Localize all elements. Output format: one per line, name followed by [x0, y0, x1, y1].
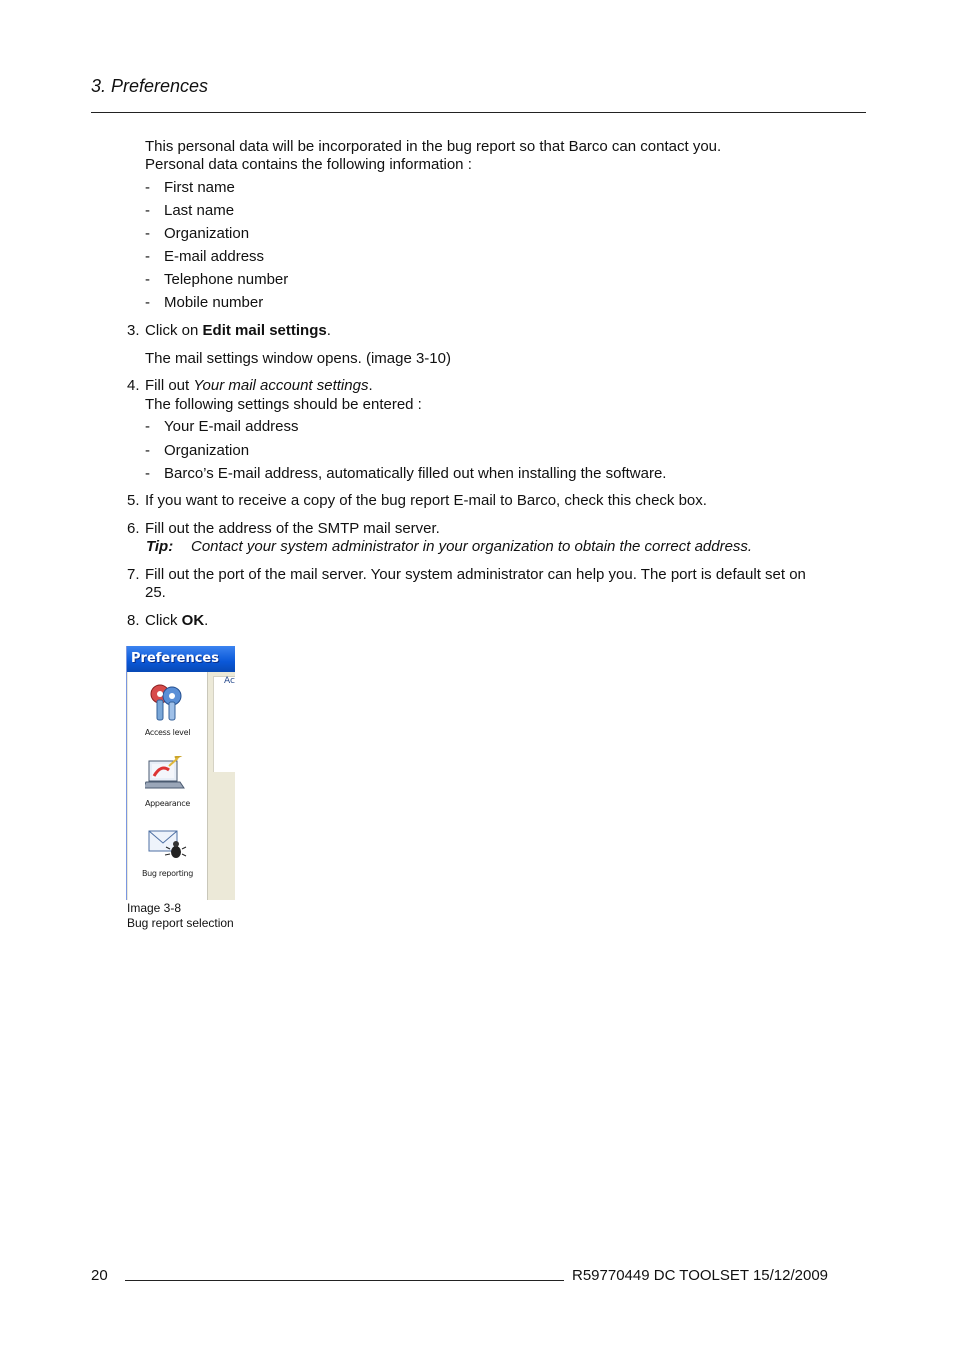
list-item-text: Organization [164, 442, 250, 459]
step-text: . [368, 377, 373, 394]
list-item-text: First name [164, 179, 235, 196]
step-text: . [204, 612, 209, 629]
step-number: 4. [127, 377, 140, 394]
page-number: 20 [91, 1267, 108, 1284]
appearance-laptop-icon[interactable] [145, 756, 187, 792]
step-3-note: The mail settings window opens. (image 3-10) [145, 350, 451, 367]
bullet-dash: - [145, 442, 150, 459]
list-item-text: Barco’s E-mail address, automatically filled out when installing the software. [164, 465, 667, 482]
step-number: 5. [127, 492, 140, 509]
edit-mail-settings-label: Edit mail settings [202, 322, 327, 339]
intro-line-2: Personal data contains the following information : [145, 156, 472, 173]
step-4-note: The following settings should be entered : [145, 396, 422, 413]
pane-divider[interactable] [207, 672, 211, 900]
list-item-text: Mobile number [164, 294, 264, 311]
list-item [145, 248, 265, 266]
bullet-dash: - [145, 179, 150, 196]
image-caption-title: Bug report selection [127, 916, 234, 930]
preferences-content-pane [213, 676, 235, 772]
bullet-dash: - [145, 294, 150, 311]
icon-label: Appearance [144, 799, 191, 808]
list-item-text: Last name [164, 202, 235, 219]
section-title: 3. Preferences [91, 76, 209, 96]
list-item [145, 294, 264, 312]
preferences-sidebar [128, 672, 207, 900]
step-text: Fill out [145, 377, 194, 394]
icon-label: Bug reporting [141, 869, 194, 878]
bug-reporting-envelope-icon[interactable] [147, 827, 187, 865]
list-item [145, 225, 250, 243]
step-text: Click [145, 612, 182, 629]
tip-label [146, 538, 173, 556]
list-item [145, 271, 289, 289]
step-7-text-cont: 25. [145, 584, 166, 601]
window-title: Preferences [131, 651, 219, 666]
step-6-text: Fill out the address of the SMTP mail server. [145, 520, 440, 537]
bullet-dash: - [145, 465, 150, 482]
bullet-dash: - [145, 248, 150, 265]
list-item-text: Telephone number [164, 271, 289, 288]
step-8-text [145, 612, 208, 630]
tip-text: Contact your system administrator in your organization to obtain the correct address. [191, 538, 753, 555]
step-number: 7. [127, 566, 140, 583]
step-text: Click on [145, 322, 203, 339]
bullet-dash: - [145, 418, 150, 435]
access-level-keys-icon[interactable] [148, 683, 184, 723]
step-5-text: If you want to receive a copy of the bug report E-mail to Barco, check this check box. [145, 492, 707, 509]
bullet-dash: - [145, 202, 150, 219]
step-number: 3. [127, 322, 140, 339]
list-item [145, 442, 250, 460]
list-item [145, 418, 299, 436]
step-text: . [326, 322, 331, 339]
window-titlebar [127, 646, 235, 672]
preferences-screenshot [126, 646, 235, 900]
image-caption-number: Image 3-8 [127, 901, 182, 915]
step-7-text: Fill out the port of the mail server. Your system administrator can help you. The port is default set on [145, 566, 806, 583]
footer-divider [125, 1280, 564, 1281]
list-item-text: E-mail address [164, 248, 265, 265]
ok-label: OK [181, 612, 205, 629]
document-reference: R59770449 DC TOOLSET 15/12/2009 [572, 1267, 829, 1284]
step-3-text [145, 322, 331, 340]
step-number: 6. [127, 520, 140, 537]
bullet-dash: - [145, 271, 150, 288]
tip-label-text: Tip: [146, 538, 174, 555]
header-divider [91, 112, 866, 113]
list-item-text: Organization [164, 225, 250, 242]
step-4-text [145, 377, 373, 395]
list-item [145, 179, 235, 197]
mail-account-settings-label: Your mail account settings [193, 377, 369, 394]
list-item [145, 202, 235, 220]
list-item [145, 465, 667, 483]
intro-line-1: This personal data will be incorporated in the bug report so that Barco can contact you. [145, 138, 722, 155]
icon-label: Access level [144, 728, 191, 737]
list-item-text: Your E-mail address [164, 418, 299, 435]
content-heading-fragment: Ac [224, 676, 235, 686]
bullet-dash: - [145, 225, 150, 242]
step-number: 8. [127, 612, 140, 629]
